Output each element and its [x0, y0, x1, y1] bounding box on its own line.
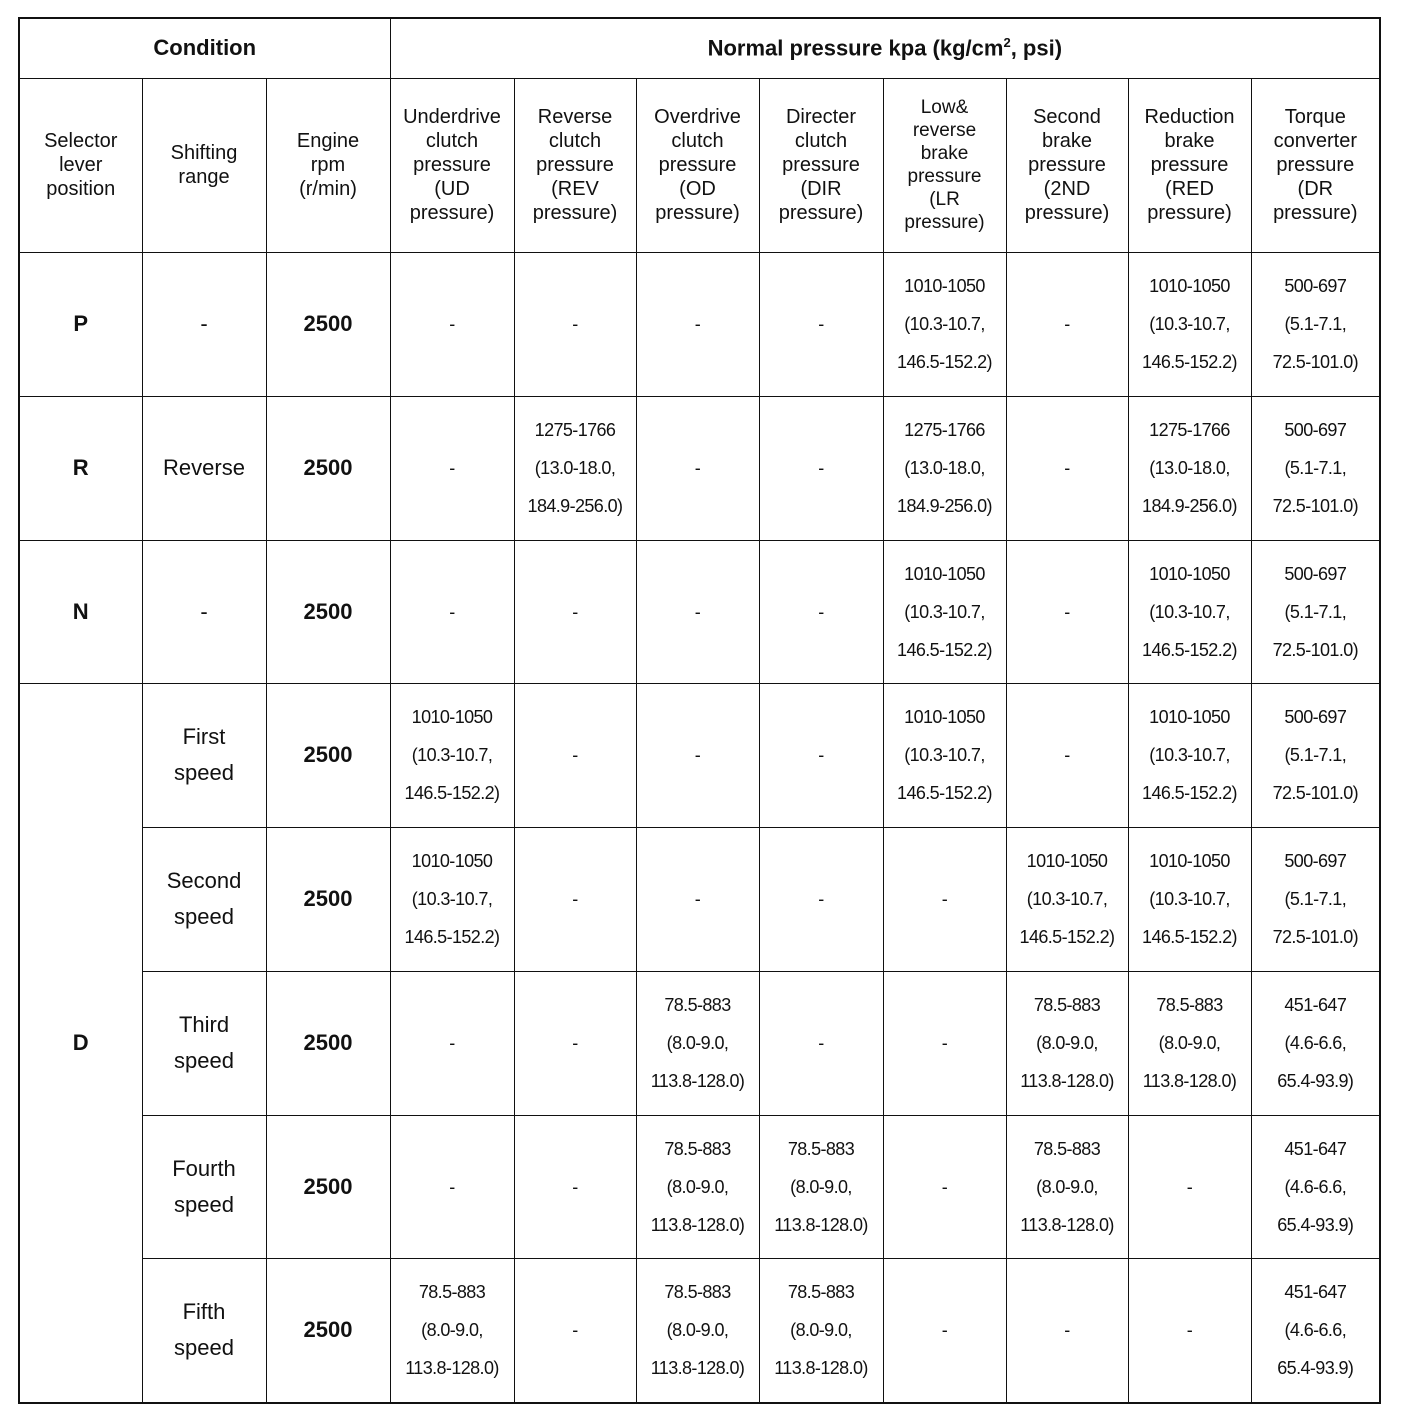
range-cell: First speed: [142, 683, 266, 827]
range-cell: -: [142, 252, 266, 396]
selector-cell: D: [19, 683, 142, 1403]
col-rev-pressure: Reverse clutch pressure (REV pressure): [514, 78, 636, 252]
col-od-pressure: Overdrive clutch pressure (OD pressure): [636, 78, 759, 252]
table-row: [19, 683, 1380, 827]
rpm-cell: 2500: [266, 540, 390, 683]
second-cell: 78.5-883 (8.0-9.0, 113.8-128.0): [1006, 1115, 1128, 1258]
table-row: [19, 1115, 1380, 1258]
dr-cell: 500-697 (5.1-7.1, 72.5-101.0): [1251, 252, 1380, 396]
red-cell: 1010-1050 (10.3-10.7, 146.5-152.2): [1128, 252, 1251, 396]
table-row: [19, 396, 1380, 540]
rev-cell: -: [514, 971, 636, 1115]
col-engine-rpm: Engine rpm (r/min): [266, 78, 390, 252]
ud-cell: -: [390, 540, 514, 683]
dir-cell: -: [759, 396, 883, 540]
second-cell: -: [1006, 683, 1128, 827]
red-cell: 1010-1050 (10.3-10.7, 146.5-152.2): [1128, 827, 1251, 971]
od-cell: 78.5-883 (8.0-9.0, 113.8-128.0): [636, 971, 759, 1115]
col-ud-pressure: Underdrive clutch pressure (UD pressure): [390, 78, 514, 252]
normal-pressure-header: Normal pressure kpa ($kg/cm^2$, psi): [390, 18, 1380, 78]
red-cell: 1010-1050 (10.3-10.7, 146.5-152.2): [1128, 683, 1251, 827]
table-row: [19, 971, 1380, 1115]
lr-cell: 1275-1766 (13.0-18.0, 184.9-256.0): [883, 396, 1006, 540]
ud-cell: -: [390, 396, 514, 540]
table-row: [19, 827, 1380, 971]
rpm-cell: 2500: [266, 1115, 390, 1258]
ud-cell: 1010-1050 (10.3-10.7, 146.5-152.2): [390, 827, 514, 971]
lr-cell: -: [883, 971, 1006, 1115]
od-cell: 78.5-883 (8.0-9.0, 113.8-128.0): [636, 1258, 759, 1403]
second-cell: -: [1006, 1258, 1128, 1403]
table-row: [19, 540, 1380, 683]
dir-cell: 78.5-883 (8.0-9.0, 113.8-128.0): [759, 1115, 883, 1258]
rpm-cell: 2500: [266, 971, 390, 1115]
range-cell: Fourth speed: [142, 1115, 266, 1258]
lr-cell: -: [883, 1115, 1006, 1258]
rpm-cell: 2500: [266, 1258, 390, 1403]
dir-cell: -: [759, 540, 883, 683]
selector-cell: N: [19, 540, 142, 683]
lr-cell: 1010-1050 (10.3-10.7, 146.5-152.2): [883, 252, 1006, 396]
table-row: [19, 252, 1380, 396]
rpm-cell: 2500: [266, 683, 390, 827]
dr-cell: 500-697 (5.1-7.1, 72.5-101.0): [1251, 827, 1380, 971]
lr-cell: -: [883, 827, 1006, 971]
second-cell: -: [1006, 252, 1128, 396]
pressure-table: [18, 17, 1381, 1404]
dr-cell: 500-697 (5.1-7.1, 72.5-101.0): [1251, 683, 1380, 827]
lr-cell: 1010-1050 (10.3-10.7, 146.5-152.2): [883, 540, 1006, 683]
table-row: [19, 1258, 1380, 1403]
range-cell: Fifth speed: [142, 1258, 266, 1403]
range-cell: Third speed: [142, 971, 266, 1115]
col-dr-pressure: Torque converter pressure (DR pressure): [1251, 78, 1380, 252]
rpm-cell: 2500: [266, 252, 390, 396]
rev-cell: -: [514, 1258, 636, 1403]
second-cell: -: [1006, 396, 1128, 540]
rpm-cell: 2500: [266, 827, 390, 971]
dir-cell: -: [759, 971, 883, 1115]
dr-cell: 451-647 (4.6-6.6, 65.4-93.9): [1251, 971, 1380, 1115]
rev-cell: -: [514, 540, 636, 683]
selector-cell: R: [19, 396, 142, 540]
range-cell: -: [142, 540, 266, 683]
ud-cell: 78.5-883 (8.0-9.0, 113.8-128.0): [390, 1258, 514, 1403]
col-dir-pressure: Directer clutch pressure (DIR pressure): [759, 78, 883, 252]
dir-cell: -: [759, 683, 883, 827]
od-cell: -: [636, 683, 759, 827]
col-2nd-pressure: Second brake pressure (2ND pressure): [1006, 78, 1128, 252]
od-cell: 78.5-883 (8.0-9.0, 113.8-128.0): [636, 1115, 759, 1258]
dr-cell: 451-647 (4.6-6.6, 65.4-93.9): [1251, 1115, 1380, 1258]
range-cell: Second speed: [142, 827, 266, 971]
dir-cell: -: [759, 827, 883, 971]
ud-cell: 1010-1050 (10.3-10.7, 146.5-152.2): [390, 683, 514, 827]
ud-cell: -: [390, 252, 514, 396]
rev-cell: 1275-1766 (13.0-18.0, 184.9-256.0): [514, 396, 636, 540]
condition-header: Condition: [19, 18, 390, 78]
col-red-pressure: Reduction brake pressure (RED pressure): [1128, 78, 1251, 252]
rev-cell: -: [514, 252, 636, 396]
rev-cell: -: [514, 1115, 636, 1258]
red-cell: 1010-1050 (10.3-10.7, 146.5-152.2): [1128, 540, 1251, 683]
dir-cell: 78.5-883 (8.0-9.0, 113.8-128.0): [759, 1258, 883, 1403]
dr-cell: 500-697 (5.1-7.1, 72.5-101.0): [1251, 396, 1380, 540]
second-cell: -: [1006, 540, 1128, 683]
rev-cell: -: [514, 827, 636, 971]
red-cell: 1275-1766 (13.0-18.0, 184.9-256.0): [1128, 396, 1251, 540]
second-cell: 1010-1050 (10.3-10.7, 146.5-152.2): [1006, 827, 1128, 971]
lr-cell: -: [883, 1258, 1006, 1403]
red-cell: 78.5-883 (8.0-9.0, 113.8-128.0): [1128, 971, 1251, 1115]
od-cell: -: [636, 540, 759, 683]
second-cell: 78.5-883 (8.0-9.0, 113.8-128.0): [1006, 971, 1128, 1115]
dr-cell: 500-697 (5.1-7.1, 72.5-101.0): [1251, 540, 1380, 683]
od-cell: -: [636, 252, 759, 396]
red-cell: -: [1128, 1258, 1251, 1403]
dir-cell: -: [759, 252, 883, 396]
rpm-cell: 2500: [266, 396, 390, 540]
ud-cell: -: [390, 1115, 514, 1258]
col-lr-pressure: Low& reverse brake pressure (LR pressure): [883, 78, 1006, 252]
col-shifting-range: Shifting range: [142, 78, 266, 252]
selector-cell: P: [19, 252, 142, 396]
col-selector-lever-position: Selector lever position: [19, 78, 142, 252]
dr-cell: 451-647 (4.6-6.6, 65.4-93.9): [1251, 1258, 1380, 1403]
ud-cell: -: [390, 971, 514, 1115]
od-cell: -: [636, 827, 759, 971]
od-cell: -: [636, 396, 759, 540]
red-cell: -: [1128, 1115, 1251, 1258]
rev-cell: -: [514, 683, 636, 827]
range-cell: Reverse: [142, 396, 266, 540]
lr-cell: 1010-1050 (10.3-10.7, 146.5-152.2): [883, 683, 1006, 827]
